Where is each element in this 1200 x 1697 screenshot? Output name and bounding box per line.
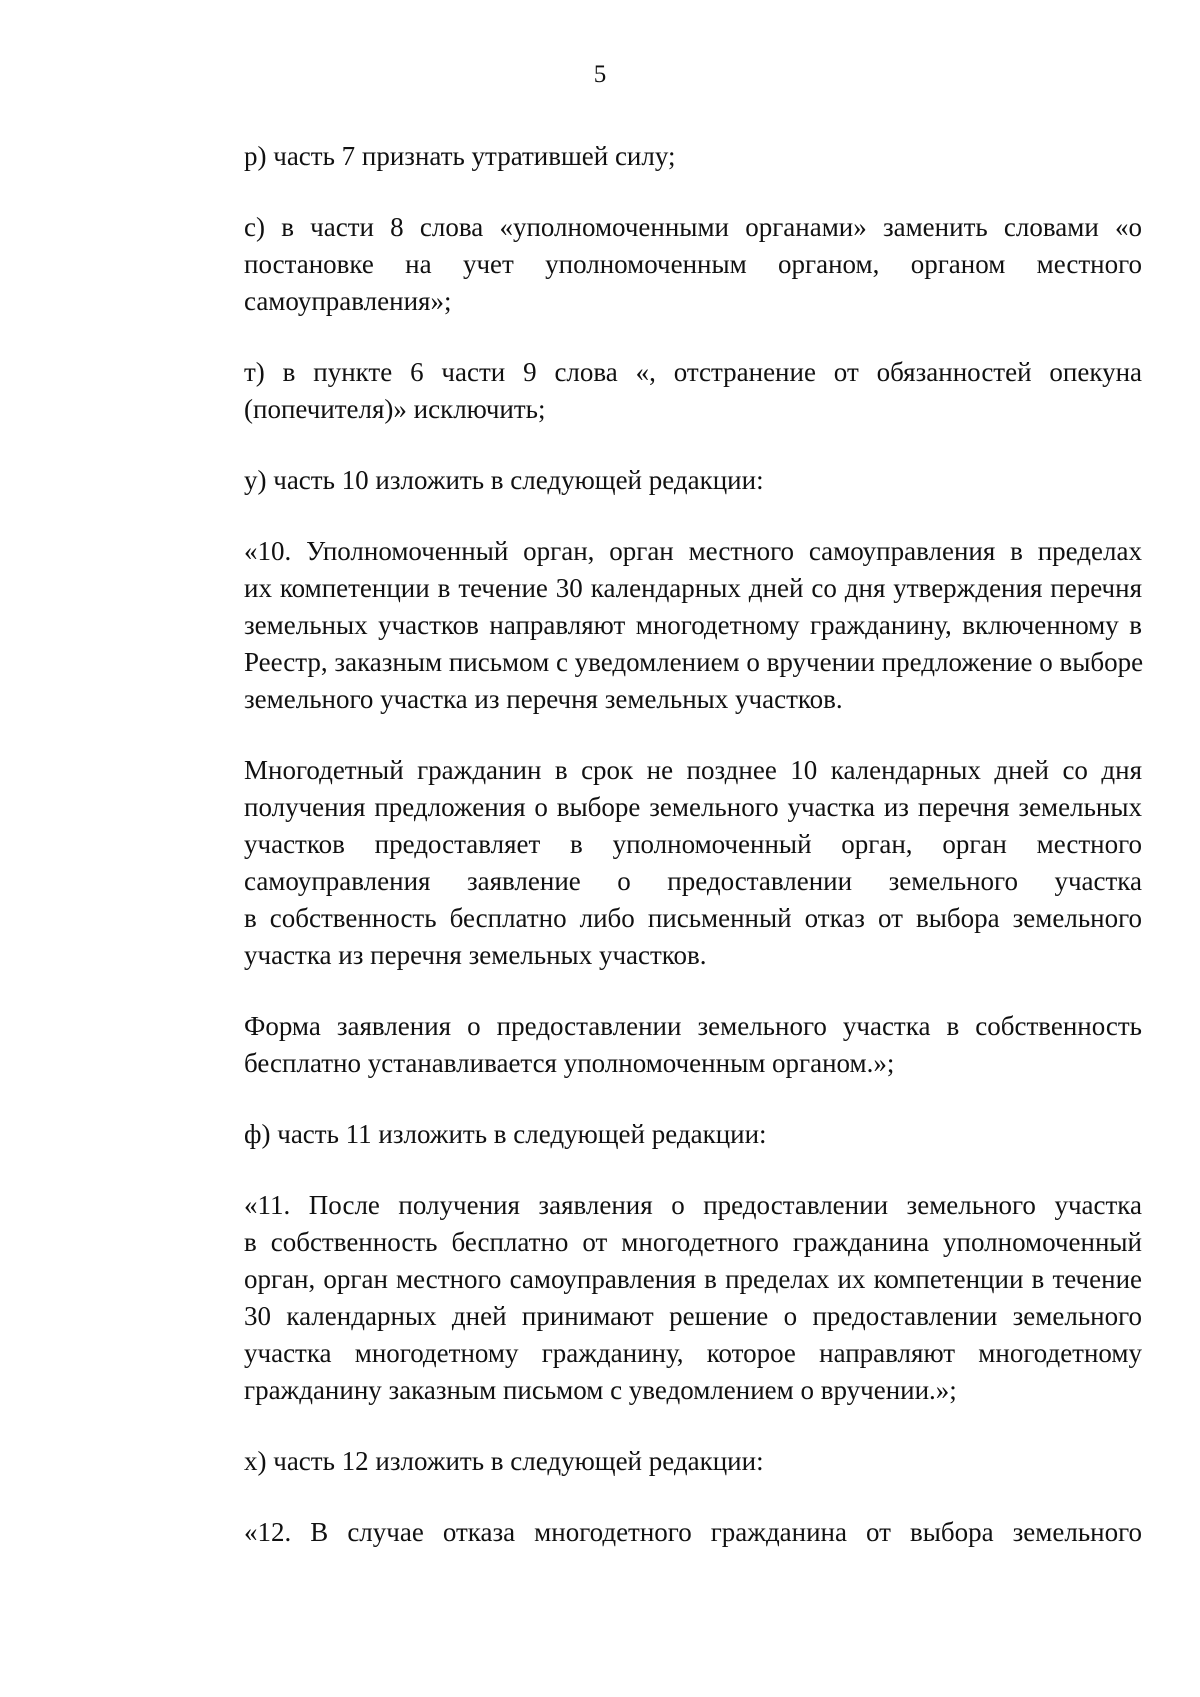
text-line: с) в части 8 слова «уполномоченными органами» заменить словами «о — [244, 212, 1142, 242]
text-line: 30 календарных дней принимают решение о предоставлении земельного — [244, 1301, 1142, 1331]
text-line: их компетенции в течение 30 календарных дней со дня утверждения перечня — [244, 573, 1142, 603]
text-line: получения предложения о выборе земельного участка из перечня земельных — [244, 792, 1142, 822]
text-line: х) часть 12 изложить в следующей редакции: — [244, 1446, 764, 1476]
paragraph-f — [173, 1116, 1142, 1153]
text-line: бесплатно устанавливается уполномоченным органом.»; — [244, 1048, 895, 1078]
paragraph-part-12 — [173, 1514, 1142, 1551]
text-line: участка из перечня земельных участков. — [244, 940, 707, 970]
paragraph-kh — [173, 1443, 1142, 1480]
text-line: постановке на учет уполномоченным органом, органом местного — [244, 249, 1142, 279]
paragraph-part-10 — [173, 533, 1142, 718]
text-line: орган, орган местного самоуправления в пределах их компетенции в течение — [244, 1264, 1142, 1294]
paragraph-large-family-citizen — [173, 752, 1142, 974]
document-body — [173, 138, 1142, 1551]
text-line: Реестр, заказным письмом с уведомлением о вручении предложение о выборе — [244, 647, 1144, 677]
text-line: (попечителя)» исключить; — [244, 394, 546, 424]
paragraph-r — [173, 138, 1142, 175]
text-line: земельного участка из перечня земельных участков. — [244, 684, 843, 714]
text-line: самоуправления»; — [244, 286, 452, 316]
text-line: земельных участков направляют многодетному гражданину, включенному в — [244, 610, 1142, 640]
paragraph-part-11 — [173, 1187, 1142, 1409]
text-line: самоуправления заявление о предоставлении земельного участка — [244, 866, 1142, 896]
text-line: участка многодетному гражданину, которое направляют многодетному — [244, 1338, 1142, 1368]
text-line: Многодетный гражданин в срок не позднее 10 календарных дней со дня — [244, 755, 1142, 785]
text-line: участков предоставляет в уполномоченный орган, орган местного — [244, 829, 1142, 859]
page-number: 5 — [593, 61, 607, 88]
text-line: в собственность бесплатно либо письменный отказ от выбора земельного — [244, 903, 1142, 933]
text-line: в собственность бесплатно от многодетного гражданина уполномоченный — [244, 1227, 1142, 1257]
text-line: гражданину заказным письмом с уведомлением о вручении.»; — [244, 1375, 957, 1405]
text-line: «12. В случае отказа многодетного гражданина от выбора земельного — [244, 1517, 1142, 1547]
text-line: «10. Уполномоченный орган, орган местного самоуправления в пределах — [244, 536, 1142, 566]
paragraph-t — [173, 354, 1142, 428]
text-line: у) часть 10 изложить в следующей редакции: — [244, 465, 764, 495]
text-line: т) в пункте 6 части 9 слова «, отстранение от обязанностей опекуна — [244, 357, 1142, 387]
paragraph-u — [173, 462, 1142, 499]
paragraph-application-form — [173, 1008, 1142, 1082]
text-line: ф) часть 11 изложить в следующей редакции: — [244, 1119, 767, 1149]
text-line: Форма заявления о предоставлении земельного участка в собственность — [244, 1011, 1142, 1041]
paragraph-s — [173, 209, 1142, 320]
text-line: «11. После получения заявления о предоставлении земельного участка — [244, 1190, 1142, 1220]
text-line: р) часть 7 признать утратившей силу; — [244, 141, 676, 171]
